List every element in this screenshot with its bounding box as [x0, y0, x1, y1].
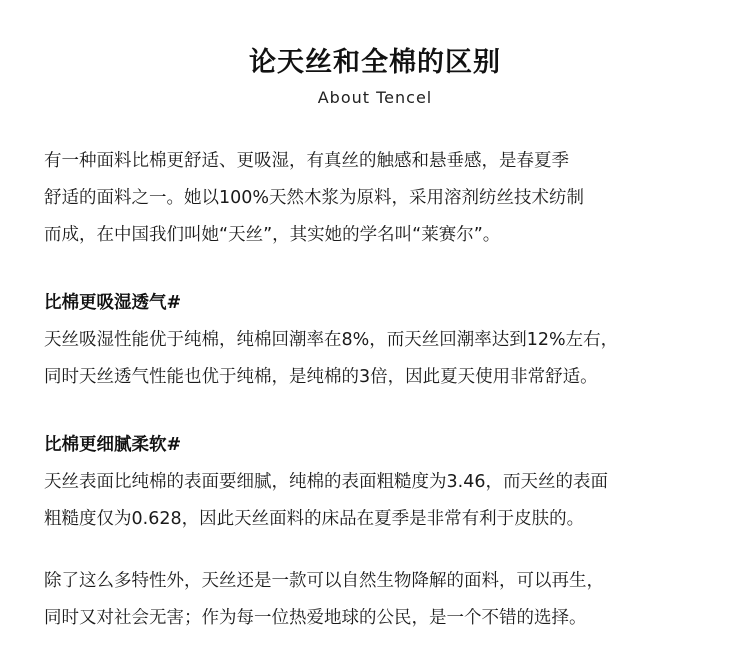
page-title: 论天丝和全棉的区别 [249, 47, 501, 78]
intro-paragraph [44, 143, 714, 254]
section-line: 同时天丝透气性能也优于纯棉，是纯棉的3倍，因此夏天使用非常舒适。 [44, 367, 598, 387]
intro-line: 有一种面料比棉更舒适、更吸湿，有真丝的触感和悬垂感，是春夏季 [44, 151, 569, 171]
closing-paragraph [44, 563, 714, 637]
intro-line: 舒适的面料之一。她以100%天然木浆为原料，采用溶剂纺丝技术纺制 [44, 188, 585, 208]
section-heading: 比棉更细腻柔软# [44, 435, 182, 455]
intro-line: 而成，在中国我们叫她“天丝”，其实她的学名叫“莱赛尔”。 [44, 225, 501, 245]
closing-line: 除了这么多特性外，天丝还是一款可以自然生物降解的面料，可以再生， [44, 571, 604, 591]
page-subtitle: About Tencel [317, 88, 433, 107]
section-line: 天丝表面比纯棉的表面要细腻，纯棉的表面粗糙度为3.46，而天丝的表面 [44, 472, 608, 492]
closing-line: 同时又对社会无害；作为每一位热爱地球的公民，是一个不错的选择。 [44, 608, 587, 628]
section-line: 天丝吸湿性能优于纯棉，纯棉回潮率在8%，而天丝回潮率达到12%左右， [44, 330, 619, 350]
section-moisture-breathability [44, 285, 714, 396]
section-heading: 比棉更吸湿透气# [44, 293, 182, 313]
section-softness [44, 427, 714, 538]
section-line: 粗糙度仅为0.628，因此天丝面料的床品在夏季是非常有利于皮肤的。 [44, 509, 585, 529]
